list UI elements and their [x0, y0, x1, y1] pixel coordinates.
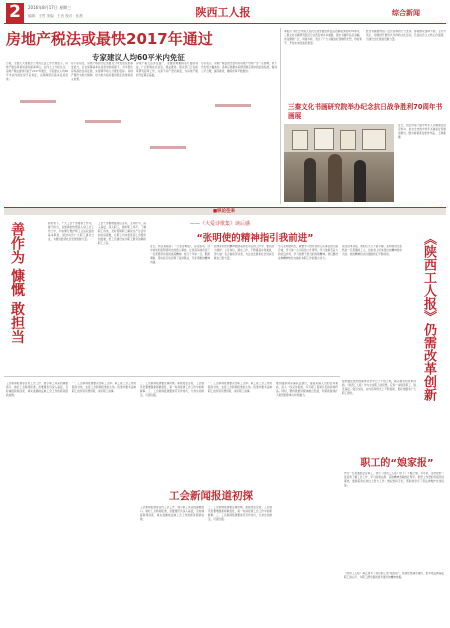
story-b-headline: 三秦文化书画研究院举办纪念抗日战争胜利70周年书画展	[288, 103, 443, 120]
story-b-col-1: 本报讯 为纪念中国人民抗日战争暨世界反法西斯战争胜利70周年，三秦文化书画研究院近日在西安举办书画展，展出书画作品百余幅。作品题材广泛，风格多样，表达了广大书画爱好者缅怀先烈、珍爱和平、开创未来的美好愿望。	[284, 30, 362, 46]
story-d-col-2: 张明使同志的精神激励着我在今后的工作中，要以他为榜样，立足岗位，踏实工作，不断提高自身素质，努力做一名合格的劳动者，为企业发展和社会进步贡献自己的力量。	[214, 245, 274, 261]
photo-caption: 近日，西安市第十届中老年人书画展在西安举办，来自全市的中老年书画爱好者参加展出。图为参观者在欣赏作品。 王晓新 摄	[398, 124, 446, 140]
story-a-subhead-mark	[150, 146, 186, 149]
story-c-col-2: 工会干部要增强责任意识，主动作为，深入基层，深入职工，倾听职工呼声，了解职工诉求，及时帮助职工解决生产生活中的实际困难，让职工切实感受到工会组织的温暖，把工会建设成为职工群众信赖的职工之家。	[98, 222, 146, 246]
story-f-col-7: 要加强新闻采编队伍建设，提高采编人员的业务素质，深入一线采访报道，多写职工喜闻乐见的新闻作品。同时，要积极推进媒体融合发展，利用新媒体扩大报纸的影响力和传播力。	[276, 382, 338, 398]
story-c-headline: 善作为 慷慨 敢担当	[9, 222, 25, 344]
story-d-col-4: 读完这本诗集，我的心久久不能平静。张明使同志虽然是一名普通的工人，但他身上所体现出的精神是伟大的。他的精神将永远激励我们不断前进。	[342, 245, 402, 257]
story-d-col-3: 学习张明使同志，就要学习他对党和人民事业的无限忠诚，学习他一心为民的公仆情怀，学习他艰苦奋斗的优良作风，学习他勇于担当的进取精神。我们要把这种精神转化为做好本职工作的强大动力。	[278, 245, 338, 261]
story-f-col-1: 工会新闻报道是宣传工会工作、展示职工风采的重要窗口。做好工会新闻报道，需要通讯员深入基层，及时捕捉新闻线索，真实准确地反映工会工作的新进展新成效。	[6, 382, 68, 398]
story-a-subhead-mark	[85, 120, 121, 123]
story-c-col-1: 新形势下，广大工会干部要善于作为，敢于担当，以饱满的热情投入到工会工作之中，切实履行维护职工合法权益的基本职责，团结动员广大职工建功立业，为推进经济社会发展贡献力量。	[48, 222, 94, 242]
story-a-subheadline: 专家建议人均60平米内免征	[92, 53, 185, 62]
photo-person	[328, 154, 342, 202]
photo-painting	[314, 128, 334, 150]
story-a-col-1: 日前，全国人大常委会公布的立法工作计划显示，房地产税法草案将适时提请审议。业内人士分析认为，房地产税法最快可能于2017年通过，专家建议人均60平米以内的住房予以免征，以保障居民基本住房需求。	[6, 62, 68, 82]
story-g-headline: 职工的“娘家报”	[360, 458, 434, 469]
section-banner-label: ■纵论往来	[212, 209, 236, 214]
story-f-headline: 工会新闻报道初探	[169, 490, 253, 502]
story-f-col-5: 一、工会新闻报道要突出职工主体。职工是工会工作的服务对象，也是工会新闻报道的主角。报道中要多反映职工的所思所想所盼，讲好职工故事。	[208, 382, 272, 394]
story-d-col-1: 近日，我认真阅读了《大爱诗歌集》，深受感动。诗中讲述的张明使同志的感人事迹，让我深刻体会到了一名普通劳动者的崇高精神。他几十年如一日，默默奉献，用实际行动诠释了爱岗敬业、无私奉献的精神内涵。	[150, 245, 210, 265]
masthead-rule	[4, 23, 446, 24]
story-a-col-3: 房地产税立法涉及面广，需要统筹兼顾各方面的利益，广泛听取社会意见，稳妥推进。相关部门正在抓紧研究起草工作，完善不动产登记制度，为房地产税的开征奠定基础。	[136, 62, 198, 78]
photo-person	[354, 160, 366, 202]
section-tag: 综合新闻	[392, 9, 420, 17]
story-f-col-4: 工会新闻报道是宣传工会工作、展示职工风采的重要窗口。做好工会新闻报道，需要通讯员深入基层，及时捕捉新闻线索，真实准确地反映工会工作的新进展新成效。	[140, 506, 204, 522]
story-a-col-4: 专家表示，房地产税法的出台将对房地产市场产生一定影响，但不会出现大幅波动。各地应根据实际情况制定具体的征收标准，做到公平合理，循序渐进，确保改革平稳推进。	[201, 62, 277, 74]
date-line: 2016年8月17日 星期三	[28, 5, 72, 10]
section-banner	[4, 207, 446, 215]
story-a-subhead-mark	[215, 104, 251, 107]
masthead	[0, 0, 450, 24]
editor-line: 编辑：王哲 美编：王晋 校对：佳晨	[28, 14, 83, 18]
story-a-subhead-mark	[20, 100, 56, 103]
column-divider	[280, 28, 281, 204]
story-b-col-2: 此次书画展得到了社会各界的大力支持，参观群众络绎不绝。主办方表示，将继续开展形式多样的文化活动，弘扬社会主义核心价值观，为建设文化强省贡献力量。	[366, 30, 446, 42]
story-e-col-1: 报纸要在激烈的媒体竞争中立于不败之地，就必须坚持改革创新。《陕西工人报》作为全省职工的报纸，应进一步贴近职工、贴近基层、贴近实际，在内容和形式上不断创新，更好地服务广大职工群众。	[342, 380, 416, 396]
story-f-col-2: 一、工会新闻报道要突出职工主体。职工是工会工作的服务对象，也是工会新闻报道的主角。报道中要多反映职工的所思所想所盼，讲好职工故事。	[72, 382, 136, 394]
story-g-col-2: 《陕西工人报》真正成为了我们职工的“娘家报”。希望报纸越办越好，更多地反映基层职工的心声，为职工群众提供更多更好的精神食粮。	[344, 572, 444, 580]
story-e-headline: 《陕西工人报》仍需改革创新	[421, 232, 436, 401]
story-f-col-3: 二、工会新闻报道要注重时效。新闻贵在及时，工会通讯员要增强新闻敏感性，第一时间报道工会工作中的新鲜事。三、工会新闻报道要讲究写作技巧，力求生动鲜活，可读性强。	[140, 382, 204, 398]
story-d-kicker: ——《大爱诗歌集》读后感	[190, 221, 251, 227]
photo-painting	[362, 129, 386, 150]
photo-person	[304, 158, 316, 202]
exhibition-photo	[284, 124, 394, 202]
story-a-col-2: 有专家指出，房地产税的开征需要充分考虑居民的承受能力，应在保障基本住房需求的前提下，对多套住房和高档住房征税，实现调节收入分配的目标。房地产税作为地方税种，将为地方政府提供稳定的财政收入来源。	[71, 62, 133, 82]
story-g-col-1: 作为一名普通的企业职工，我与《陕西工人报》结下了不解之缘。多年来，这份报纸一直是我了解工会工作、学习政策法规、获取精神食粮的好帮手。报纸上刊登的劳模先进事迹，激励着我在岗位上努力工作；维权知识专栏，帮助我学会了用法律维护自身权益。	[344, 472, 444, 488]
photo-painting	[340, 130, 356, 150]
story-d-headline: “张明使的精神指引我前进”	[196, 233, 314, 244]
paper-title: 陕西工人报	[195, 6, 251, 19]
photo-painting	[292, 130, 308, 150]
row-divider	[4, 376, 340, 377]
story-f-col-6: 二、工会新闻报道要注重时效。新闻贵在及时，工会通讯员要增强新闻敏感性，第一时间报道工会工作中的新鲜事。三、工会新闻报道要讲究写作技巧，力求生动鲜活，可读性强。	[208, 506, 272, 522]
page-number: 2	[9, 2, 21, 22]
story-a-headline: 房地产税法或最快2017年通过	[6, 30, 213, 48]
